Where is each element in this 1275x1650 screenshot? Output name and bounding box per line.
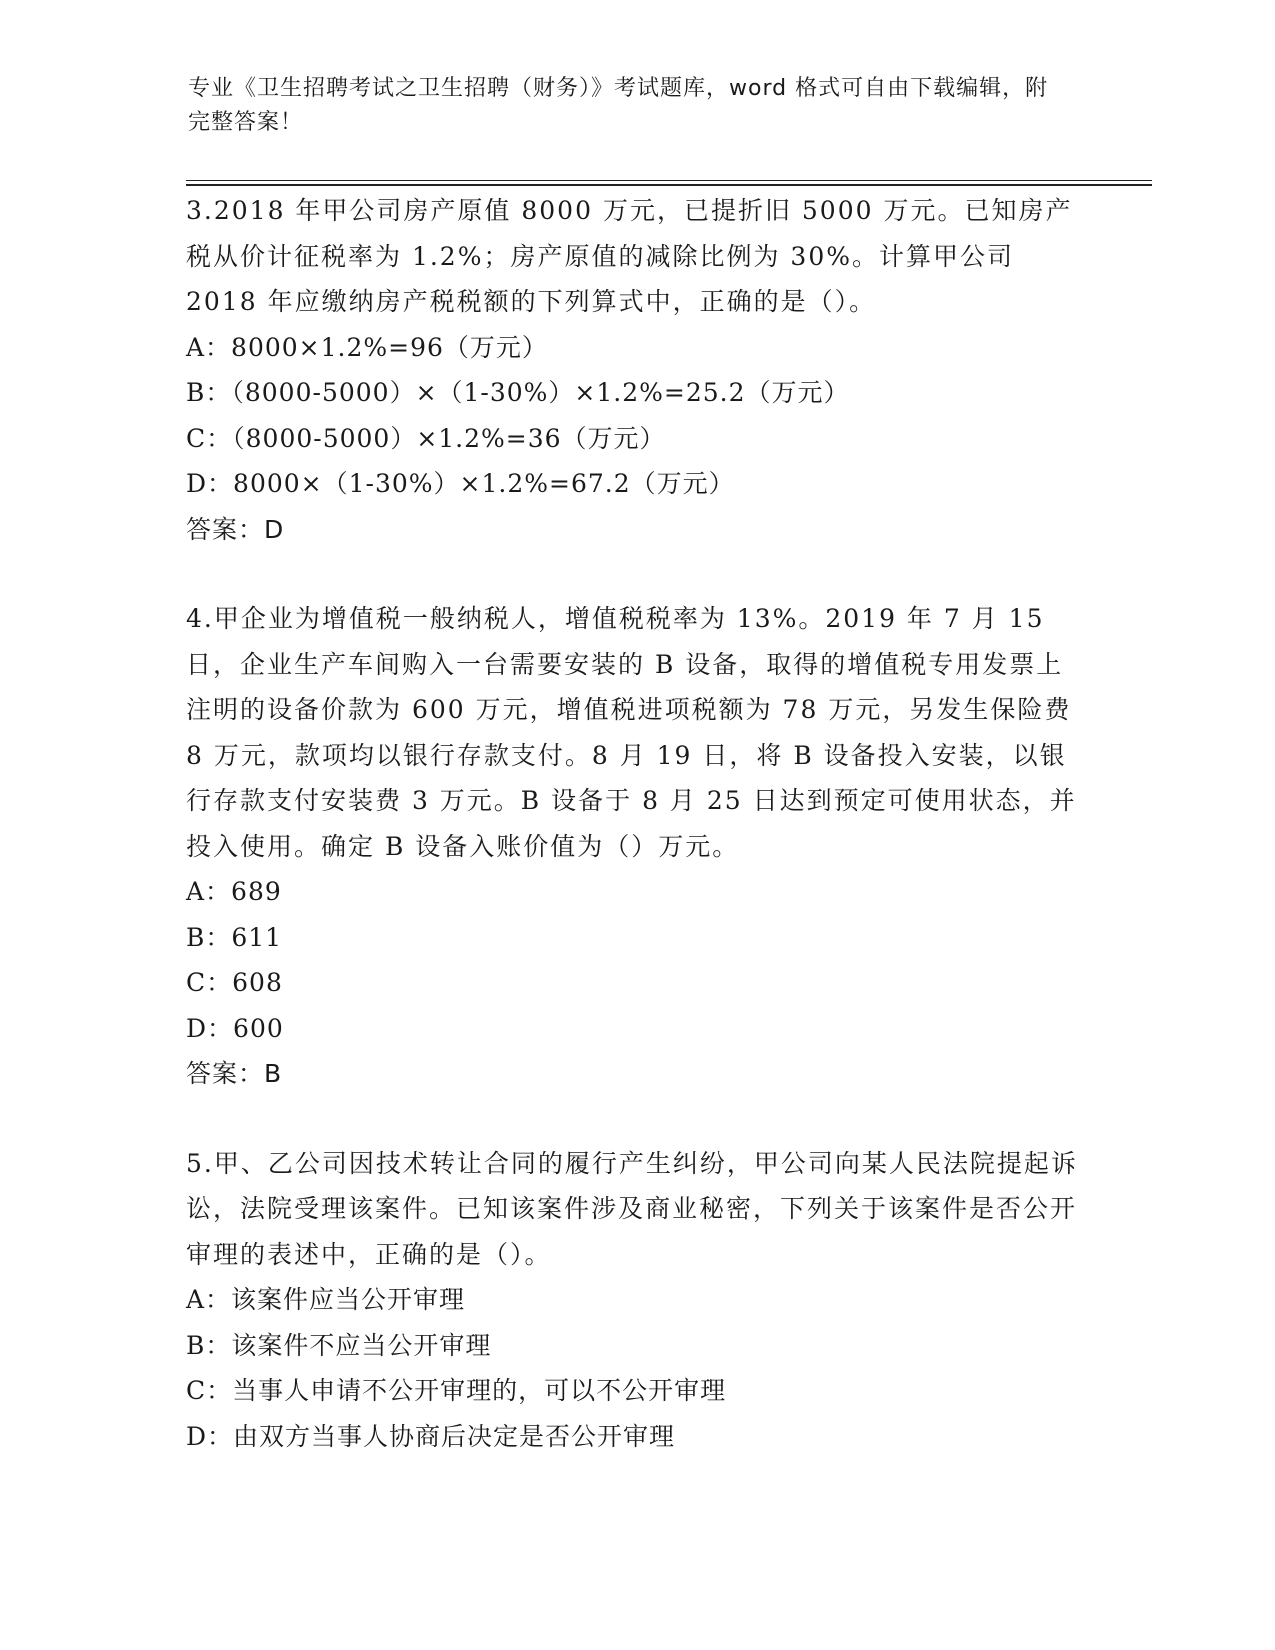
option-d: D：600 — [186, 1013, 284, 1043]
option-c: C：（8000-5000）×1.2%=36（万元） — [186, 423, 666, 453]
answer-line: 答案：D — [186, 514, 285, 544]
question-stem: 5.甲、乙公司因技术转让合同的履行产生纠纷，甲公司向某人民法院提起诉讼，法院受理该案件。已知该案件涉及商业秘密，下列关于该案件是否公开审理的表述中，正确的是（）。 — [186, 1148, 1078, 1269]
question-4 — [186, 596, 1086, 1097]
question-5 — [186, 1141, 1086, 1460]
option-c: C：当事人申请不公开审理的，可以不公开审理 — [186, 1376, 727, 1405]
question-stem: 3.2018 年甲公司房产原值 8000 万元，已提折旧 5000 万元。已知房产税从价计征税率为 1.2%；房产原值的减除比例为 30%。计算甲公司 2018 年应缴纳房产税税额的下列算式中，正确的是（）。 — [186, 196, 1073, 316]
option-b: B：（8000-5000）×（1-30%）×1.2%=25.2（万元） — [186, 378, 850, 407]
option-a: A：8000×1.2%=96（万元） — [186, 332, 548, 362]
header-divider-bottom — [186, 184, 1152, 186]
option-b: B：该案件不应当公开审理 — [186, 1330, 492, 1360]
option-c: C：608 — [186, 968, 283, 997]
header-divider-top — [186, 180, 1152, 181]
question-3 — [186, 188, 1086, 552]
question-spacer — [186, 552, 1086, 596]
option-d: D：由双方当事人协商后决定是否公开审理 — [186, 1421, 676, 1451]
answer-line: 答案：B — [186, 1059, 283, 1088]
document-header: 专业《卫生招聘考试之卫生招聘（财务）》考试题库，word 格式可自由下载编辑，附完整答案！ — [188, 76, 1049, 135]
question-stem: 4.甲企业为增值税一般纳税人，增值税税率为 13%。2019 年 7 月 15 日，企业生产车间购入一台需要安装的 B 设备，取得的增值税专用发票上注明的设备价款为 600 万元，增值税进项税额为 78 万元，另发生保险费 8 万元，款项均以银行存款支付。8 月 19 日，将 B 设备投入安装，以银行存款支付安装费 3 万元。B 设备于 8 月 25 日达到预定可使用状态，并投入使用。确定 B 设备入账价值为（）万元。 — [186, 604, 1077, 861]
question-list — [186, 188, 1086, 1459]
question-spacer — [186, 1097, 1086, 1141]
option-a: A：689 — [186, 877, 282, 906]
option-b: B：611 — [186, 922, 283, 952]
option-a: A：该案件应当公开审理 — [186, 1285, 466, 1314]
option-d: D：8000×（1-30%）×1.2%=67.2（万元） — [186, 469, 735, 498]
